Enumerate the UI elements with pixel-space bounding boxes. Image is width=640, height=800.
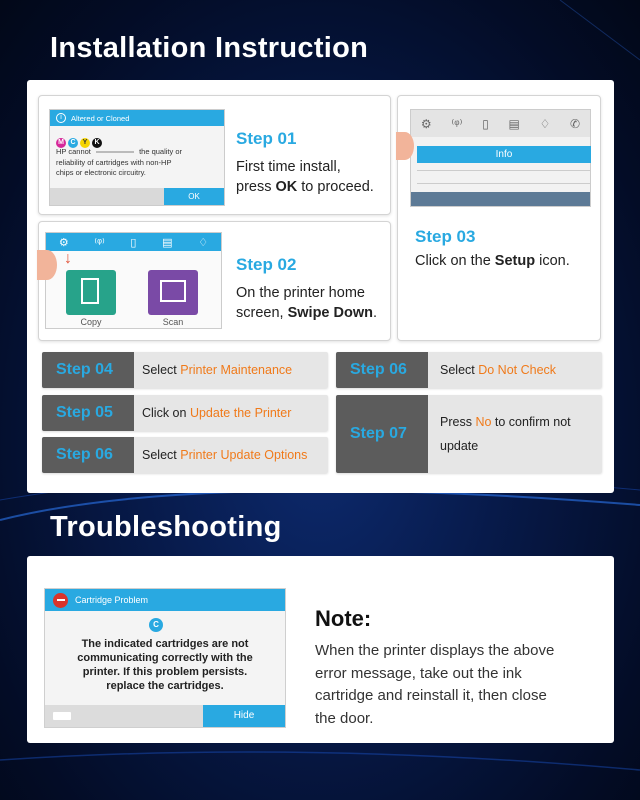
phone-icon[interactable]: ▯	[482, 116, 489, 131]
info-bar[interactable]: Info	[417, 146, 591, 163]
step03-card	[397, 95, 601, 341]
altered-dialog-title: Altered or Cloned	[71, 113, 130, 123]
setup-screen	[410, 109, 591, 207]
note-title: Note:	[315, 606, 372, 631]
magenta-dot: M	[56, 138, 66, 148]
step01-title: Step 01	[236, 129, 297, 148]
step01-card	[38, 95, 391, 215]
printer-icon[interactable]: ▤	[508, 116, 520, 131]
hide-button[interactable]: Hide	[203, 705, 285, 727]
step07-bar	[336, 395, 602, 473]
scan-icon	[160, 280, 186, 302]
copy-tile[interactable]	[66, 270, 116, 315]
bottom-bar	[411, 192, 590, 206]
step05-bar	[42, 395, 328, 431]
step04-bar	[42, 352, 328, 388]
step04-text: Select Printer Maintenance	[142, 363, 293, 377]
ink-drop-icon[interactable]: ♢	[539, 116, 551, 131]
swipe-down-arrow-icon: ↓	[64, 250, 72, 267]
scan-tile[interactable]	[148, 270, 198, 315]
cartridge-problem-message: The indicated cartridges are not communicating correctly with the printer. If this problem persists. replace the cartridges.	[77, 638, 253, 692]
step06-update-options-bar	[42, 437, 328, 473]
step03-title: Step 03	[415, 227, 476, 246]
step07-label: Step 07	[336, 395, 428, 473]
menu-line	[417, 183, 591, 184]
wireless-icon[interactable]: ⁽ᵠ⁾	[451, 116, 463, 131]
printer-icon: ▤	[162, 236, 173, 249]
yellow-dot: Y	[80, 138, 90, 148]
step03-text: Click on the Setup icon.	[415, 253, 570, 269]
menu-line	[417, 170, 591, 171]
step06-text: Select Do Not Check	[440, 363, 557, 377]
copy-icon	[81, 278, 99, 304]
finger-hint	[396, 132, 414, 160]
info-icon: i	[56, 113, 66, 123]
step06-text: Select Printer Update Options	[142, 448, 308, 462]
scan-label: Scan	[162, 317, 184, 327]
black-dot: K	[92, 138, 102, 148]
cyan-dot: C	[68, 138, 78, 148]
altered-dialog-message: HP cannot the quality or reliability of cartridges with non-HP chips or electronic circuitry.	[56, 147, 183, 177]
troubleshooting-title: Troubleshooting	[50, 511, 282, 543]
step07-text: Press No to confirm not update	[440, 415, 571, 453]
altered-dialog-header	[50, 110, 224, 126]
step01-text: First time install, press OK to proceed.	[236, 159, 374, 195]
step06-label: Step 06	[336, 352, 428, 388]
wireless-icon: ⁽ᵠ⁾	[94, 236, 105, 249]
step05-label: Step 05	[42, 395, 134, 431]
step02-card	[38, 221, 391, 341]
cyan-cartridge-badge: C	[149, 618, 163, 632]
step02-title: Step 02	[236, 255, 297, 274]
phone-icon: ▯	[130, 236, 137, 249]
gear-icon: ⚙	[58, 236, 69, 249]
cartridge-problem-title: Cartridge Problem	[75, 595, 149, 605]
finger-hint	[37, 250, 57, 280]
step06-do-not-check-bar	[336, 352, 602, 388]
cartridge-problem-dialog	[44, 588, 286, 728]
installation-title: Installation Instruction	[50, 32, 369, 64]
altered-dialog	[49, 109, 225, 206]
error-icon	[53, 593, 68, 608]
step05-text: Click on Update the Printer	[142, 406, 292, 420]
gear-icon[interactable]: ⚙	[420, 116, 432, 131]
call-icon[interactable]: ✆	[570, 116, 581, 131]
step02-text: On the printer home screen, Swipe Down.	[236, 285, 378, 321]
home-screen	[45, 232, 222, 329]
ink-drop-icon: ♢	[198, 236, 209, 249]
setup-icon-bar	[411, 110, 590, 137]
cartridge-icon	[53, 712, 71, 720]
ok-button[interactable]: OK	[164, 188, 224, 205]
step04-label: Step 04	[42, 352, 134, 388]
note-text: When the printer displays the above error message, take out the ink cartridge and reinstall it, then close the door.	[315, 642, 555, 727]
step06-label: Step 06	[42, 437, 134, 473]
home-top-bar	[46, 233, 221, 251]
copy-label: Copy	[80, 317, 102, 327]
cartridge-problem-header	[45, 589, 285, 611]
